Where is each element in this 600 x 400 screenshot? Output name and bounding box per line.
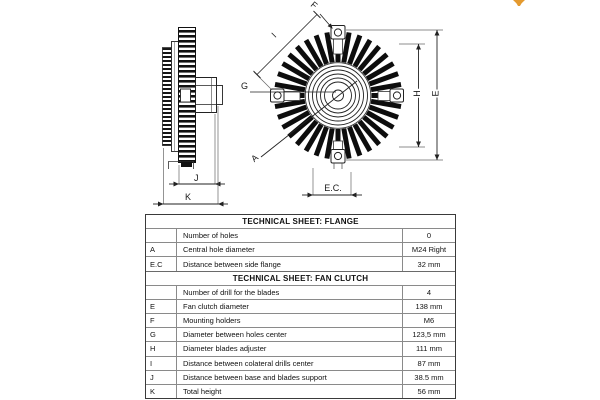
front-view <box>250 11 443 195</box>
cell-value: M24 Right <box>411 245 447 255</box>
table-section-header-fan-clutch: TECHNICAL SHEET: FAN CLUTCH <box>146 271 455 285</box>
table-row <box>146 341 455 355</box>
cell-letter: E <box>146 300 177 313</box>
cell-value: 38.5 mm <box>414 372 444 382</box>
cell-description: Total height <box>177 385 403 398</box>
table-row <box>146 242 455 256</box>
cell-description: Fan clutch diameter <box>177 300 403 313</box>
cell-value: M6 <box>423 316 435 326</box>
dim-label-j: J <box>194 173 199 183</box>
cell-value: 123,5 mm <box>412 330 446 340</box>
cell-letter: J <box>146 371 177 384</box>
technical-sheet-table <box>145 214 456 399</box>
cell-value: 111 mm <box>416 344 442 354</box>
cell-description: Diameter blades adjuster <box>177 342 403 355</box>
dim-label-k: K <box>185 192 192 202</box>
cell-value: 56 mm <box>417 386 441 396</box>
cell-letter: H <box>146 342 177 355</box>
cell-value: 4 <box>426 287 432 297</box>
dim-label-f: F <box>308 0 320 11</box>
cell-letter: A <box>146 243 177 256</box>
dim-label-g: G <box>241 81 249 91</box>
dim-label-a: A <box>249 152 261 164</box>
cell-letter: E.C <box>146 257 177 270</box>
side-view <box>153 28 228 205</box>
table-row <box>146 384 455 398</box>
cell-letter <box>146 229 177 242</box>
cell-description: Distance between base and blades support <box>177 371 403 384</box>
cell-letter: F <box>146 314 177 327</box>
table-row <box>146 370 455 384</box>
dim-label-ec: E.C. <box>321 184 345 193</box>
cell-description: Mounting holders <box>177 314 403 327</box>
cell-description: Central hole diameter <box>177 243 403 256</box>
cell-description: Distance between side flange <box>177 257 403 270</box>
table-row <box>146 313 455 327</box>
table-row <box>146 327 455 341</box>
cell-value: 138 mm <box>415 302 443 312</box>
cell-description: Number of drill for the blades <box>177 286 403 299</box>
cell-description: Diameter between holes center <box>177 328 403 341</box>
cell-value: 32 mm <box>417 259 441 269</box>
table-row <box>146 356 455 370</box>
dim-label-e: E <box>430 90 441 97</box>
cell-letter: I <box>146 357 177 370</box>
table-row <box>146 228 455 242</box>
dim-label-i: I <box>269 30 279 40</box>
cell-letter: K <box>146 385 177 398</box>
table-row <box>146 285 455 299</box>
cell-value: 87 mm <box>417 358 441 368</box>
cell-value: 0 <box>426 231 432 241</box>
cell-description: Number of holes <box>177 229 403 242</box>
cell-letter: G <box>146 328 177 341</box>
cell-description: Distance between colateral drills center <box>177 357 403 370</box>
dim-label-h: H <box>411 90 422 97</box>
cell-letter <box>146 286 177 299</box>
table-row <box>146 256 455 270</box>
table-section-header-flange: TECHNICAL SHEET: FLANGE <box>242 217 359 227</box>
table-row <box>146 299 455 313</box>
